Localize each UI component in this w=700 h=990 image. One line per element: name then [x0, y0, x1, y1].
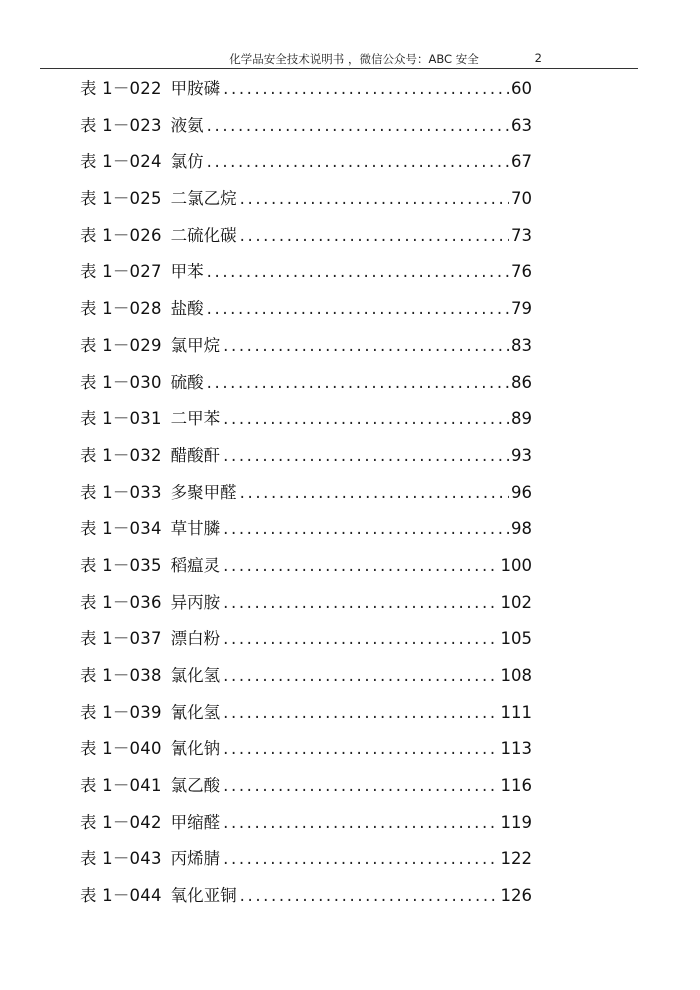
toc-entry-page: 98	[511, 519, 532, 539]
toc-entry[interactable]	[80, 663, 532, 700]
toc-entry[interactable]	[80, 370, 532, 407]
toc-entry-code: 表 1－038	[80, 666, 162, 685]
toc-entry[interactable]	[80, 223, 532, 260]
toc-dot-leader	[223, 846, 498, 872]
toc-entry[interactable]	[80, 333, 532, 370]
toc-entry[interactable]	[80, 553, 532, 590]
toc-entry-code: 表 1－033	[80, 482, 162, 502]
toc-entry[interactable]	[80, 626, 532, 663]
toc-entry-page: 119	[500, 812, 532, 832]
toc-entry-name: 盐酸	[170, 299, 204, 319]
toc-dot-leader	[223, 773, 498, 799]
toc-entry-name: 漂白粉	[170, 629, 221, 649]
toc-entry-name: 丙烯腈	[170, 849, 221, 869]
toc-entry-code: 表 1－031	[80, 409, 162, 429]
toc-entry-page: 83	[511, 335, 532, 355]
toc-entry-name: 硫酸	[170, 372, 204, 392]
toc-entry-name: 二氯乙烷	[170, 189, 237, 209]
toc-entry-name: 氰化钠	[170, 739, 221, 759]
toc-entry-page: 93	[511, 445, 532, 465]
toc-entry-page: 73	[511, 225, 532, 245]
toc-entry-code: 表 1－024	[80, 152, 162, 172]
toc-entry-code: 表 1－039	[80, 702, 162, 722]
toc-entry-name: 氯仿	[170, 152, 204, 172]
toc-entry-code: 表 1－040	[80, 739, 162, 759]
toc-entry-page: 126	[500, 886, 532, 906]
toc-entry-page: 89	[511, 409, 532, 429]
toc-entry-name: 稻瘟灵	[170, 555, 221, 575]
toc-entry[interactable]	[80, 76, 532, 113]
toc-entry-code: 表 1－023	[80, 115, 162, 135]
toc-dot-leader	[223, 590, 498, 616]
header-title: 化学品安全技术说明书 ，微信公众号：ABC 安全	[229, 52, 479, 66]
toc-entry-name: 异丙胺	[170, 592, 221, 612]
toc-entry-code: 表 1－041	[80, 776, 162, 796]
toc-dot-leader	[207, 370, 509, 396]
toc-dot-leader	[207, 259, 509, 285]
toc-entry-code: 表 1－035	[80, 555, 162, 575]
toc-entry-page: 86	[511, 372, 532, 392]
toc-entry[interactable]	[80, 296, 532, 333]
table-of-contents	[80, 76, 532, 920]
toc-entry-name: 氯甲烷	[170, 335, 221, 355]
toc-entry-name: 草甘膦	[170, 519, 221, 539]
toc-entry-page: 122	[500, 849, 532, 869]
toc-dot-leader	[207, 113, 509, 139]
toc-entry-name: 甲苯	[170, 262, 204, 282]
toc-dot-leader	[240, 883, 499, 909]
toc-dot-leader	[223, 736, 498, 762]
toc-entry-page: 96	[511, 482, 532, 502]
toc-entry-code: 表 1－029	[80, 335, 162, 355]
toc-entry[interactable]	[80, 149, 532, 186]
toc-entry[interactable]	[80, 259, 532, 296]
toc-dot-leader	[223, 700, 498, 726]
toc-dot-leader	[223, 626, 498, 652]
toc-dot-leader	[223, 663, 498, 689]
toc-entry-name: 二硫化碳	[170, 225, 237, 245]
toc-entry[interactable]	[80, 186, 532, 223]
toc-entry-code: 表 1－026	[80, 225, 162, 245]
toc-dot-leader	[223, 406, 509, 432]
toc-dot-leader	[207, 149, 509, 175]
toc-entry-name: 甲胺磷	[170, 79, 221, 98]
page-header	[40, 50, 638, 69]
toc-entry[interactable]	[80, 773, 532, 810]
toc-entry-name: 氰化氢	[170, 702, 221, 722]
toc-entry-page: 111	[500, 702, 532, 722]
toc-entry-name: 甲缩醛	[170, 812, 221, 832]
toc-dot-leader	[223, 443, 509, 469]
toc-entry-name: 醋酸酐	[170, 445, 221, 465]
toc-dot-leader	[223, 810, 498, 836]
toc-entry[interactable]	[80, 113, 532, 150]
toc-dot-leader	[223, 553, 498, 579]
toc-entry-page: 102	[500, 592, 532, 612]
toc-entry[interactable]	[80, 700, 532, 737]
toc-entry-code: 表 1－042	[80, 812, 162, 832]
toc-entry-code: 表 1－034	[80, 519, 162, 539]
toc-entry-name: 氧化亚铜	[170, 886, 237, 906]
toc-entry-code: 表 1－030	[80, 372, 162, 392]
toc-entry-code: 表 1－032	[80, 445, 162, 465]
toc-entry-name: 多聚甲醛	[170, 482, 237, 502]
toc-entry-name: 液氨	[170, 115, 204, 135]
toc-entry-page: 63	[511, 115, 532, 135]
toc-entry[interactable]	[80, 406, 532, 443]
toc-entry[interactable]	[80, 516, 532, 553]
toc-entry-code: 表 1－036	[80, 592, 162, 612]
toc-dot-leader	[223, 76, 509, 102]
toc-entry[interactable]	[80, 810, 532, 847]
toc-entry-code: 表 1－028	[80, 299, 162, 319]
toc-entry-code: 表 1－044	[80, 886, 162, 906]
toc-dot-leader	[223, 333, 509, 359]
toc-entry-code: 表 1－027	[80, 262, 162, 282]
toc-entry-page: 70	[511, 189, 532, 209]
toc-entry[interactable]	[80, 590, 532, 627]
toc-entry-code: 表 1－022	[80, 79, 162, 98]
toc-entry-page: 79	[511, 299, 532, 319]
toc-entry[interactable]	[80, 736, 532, 773]
toc-entry-name: 氯乙酸	[170, 776, 221, 796]
toc-entry-page: 116	[500, 776, 532, 796]
toc-entry-name: 二甲苯	[170, 409, 221, 429]
toc-dot-leader	[207, 296, 509, 322]
toc-entry[interactable]	[80, 846, 532, 883]
toc-entry-page: 100	[500, 555, 532, 575]
toc-entry[interactable]	[80, 480, 532, 517]
toc-entry-page: 76	[511, 262, 532, 282]
toc-entry-name: 氯化氢	[170, 666, 221, 685]
toc-dot-leader	[240, 223, 509, 249]
toc-dot-leader	[223, 516, 509, 542]
toc-entry-code: 表 1－043	[80, 849, 162, 869]
toc-entry-page: 67	[511, 152, 532, 172]
toc-entry-page: 60	[511, 79, 532, 98]
toc-entry-page: 108	[500, 666, 532, 685]
toc-dot-leader	[240, 186, 509, 212]
header-page-number: 2	[534, 51, 542, 65]
toc-entry-code: 表 1－037	[80, 629, 162, 649]
toc-dot-leader	[240, 480, 509, 506]
toc-entry[interactable]	[80, 883, 532, 920]
toc-entry-code: 表 1－025	[80, 189, 162, 209]
toc-entry[interactable]	[80, 443, 532, 480]
toc-entry-page: 105	[500, 629, 532, 649]
toc-entry-page: 113	[500, 739, 532, 759]
